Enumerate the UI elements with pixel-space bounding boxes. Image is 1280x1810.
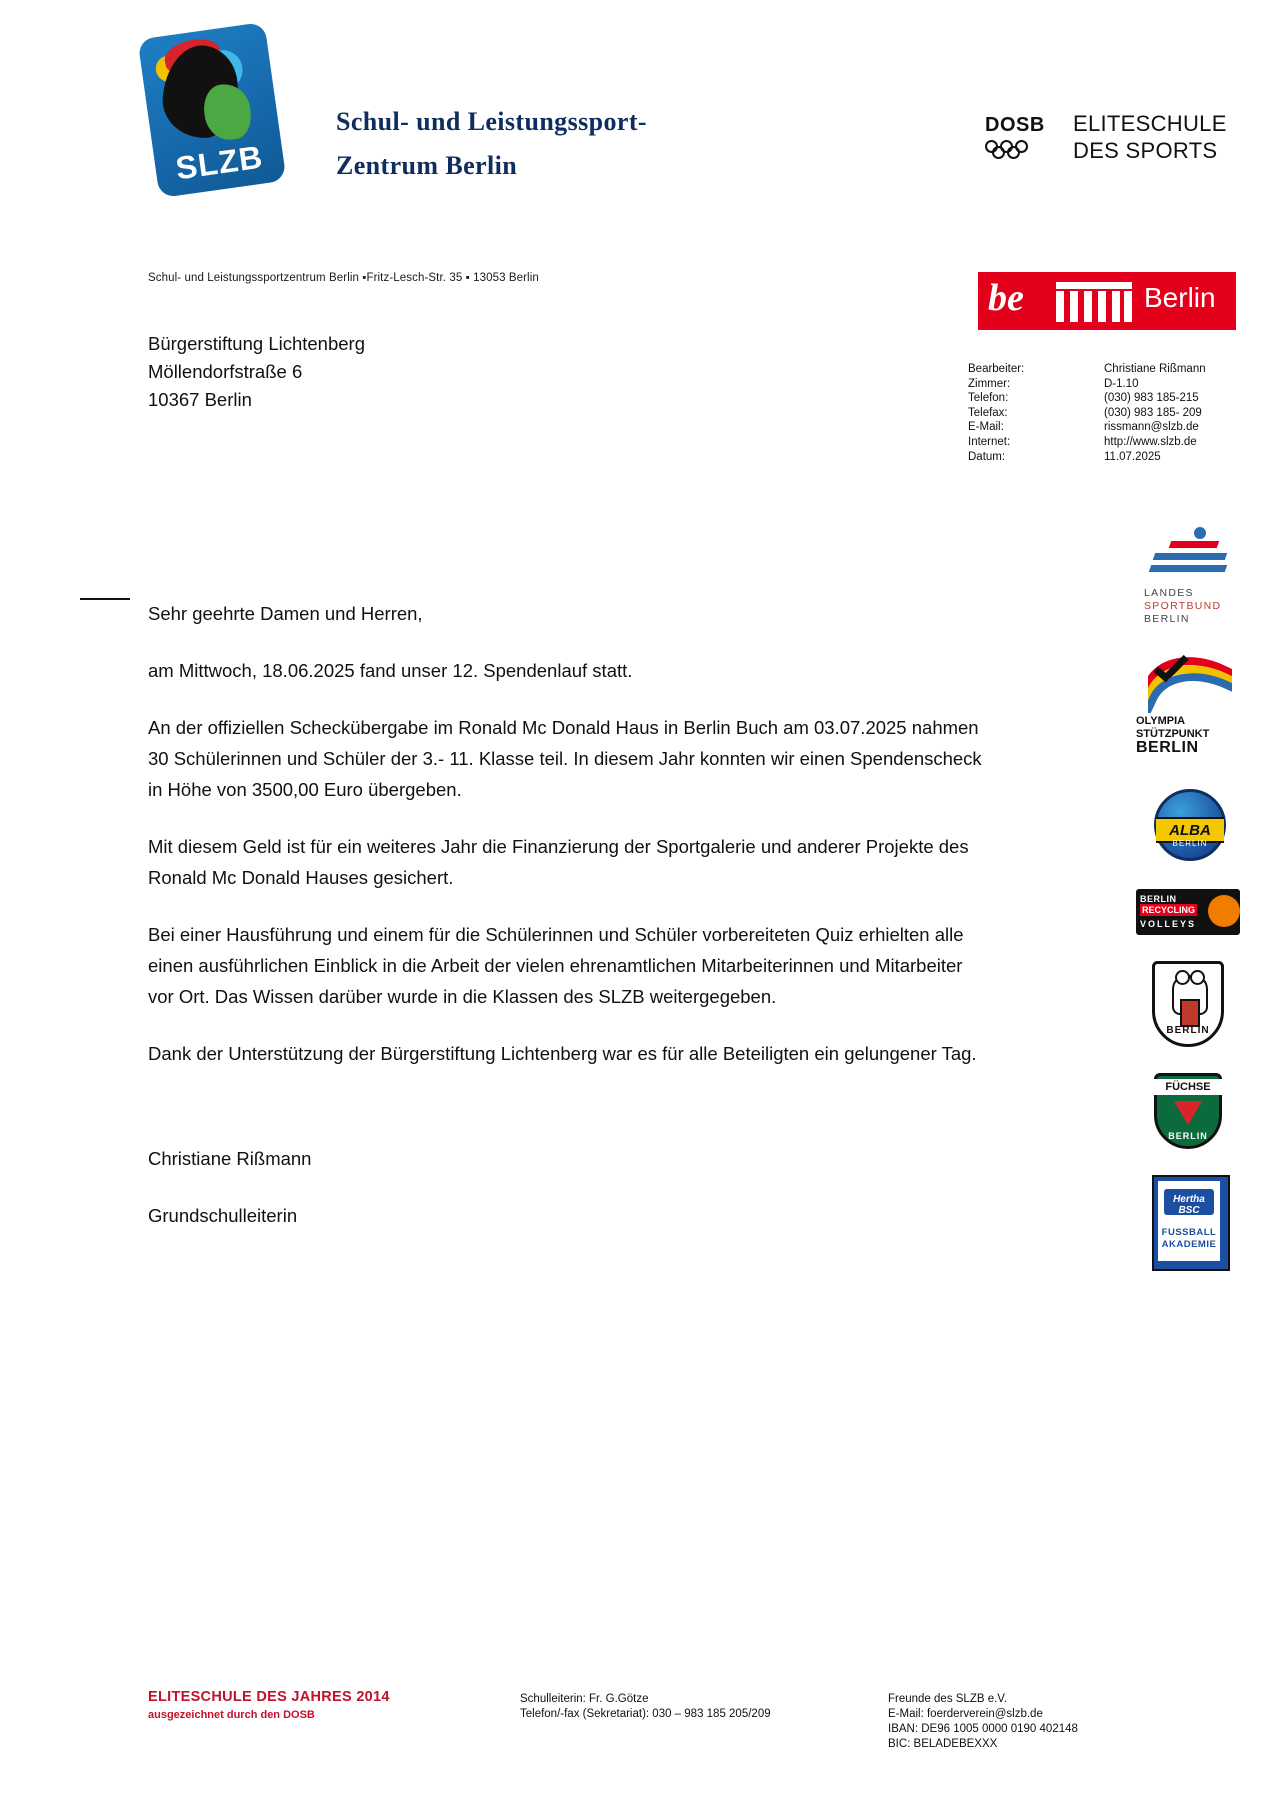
alba-berlin-logo [1130, 787, 1246, 873]
dosb-eliteschule-logo [985, 110, 1225, 170]
hertha-flag-text: Hertha BSC [1173, 1194, 1205, 1216]
contact-row [968, 362, 1206, 377]
osp-arcs-icon [1148, 651, 1232, 713]
fuechse-name: FÜCHSE [1154, 1079, 1222, 1095]
signature-role: Grundschulleiterin [148, 1205, 298, 1226]
osp-line1: OLYMPIA [1136, 715, 1186, 727]
osp-label [1136, 715, 1240, 754]
volleyball-icon [1208, 895, 1240, 927]
contact-value: D-1.10 [1104, 377, 1139, 390]
recipient-city: 10367 Berlin [148, 389, 252, 410]
contact-row [968, 377, 1206, 392]
contact-key: Datum: [968, 450, 1006, 463]
eisbaeren-berlin-logo [1130, 961, 1246, 1057]
dosb-eliteschule-text [1073, 110, 1227, 164]
eisbaeren-label: BERLIN [1166, 1025, 1210, 1036]
contact-value-date: 11.07.2025 [1104, 450, 1161, 463]
hertha-flag-icon [1164, 1189, 1214, 1215]
organisation-title-line1: Schul- und Leistungssport- [336, 107, 647, 136]
contact-row [968, 420, 1206, 435]
olympic-rings-icon [985, 140, 1059, 158]
letter-paragraph-4: Bei einer Hausführung und einem für die Schülerinnen und Schüler vorbereiteten Quiz erhielten alle einen ausführlichen Einblick in die Arbeit der vielen ehrenamtlichen Mitarbeiterinnen und Mitarbeiter vor Ort. Das Wissen darüber wurde in die Klassen des SLZB weitergegeben. [148, 924, 964, 1007]
contact-row [968, 450, 1206, 465]
sponsor-logo-column [1130, 525, 1250, 1289]
contact-key: Telefon: [968, 392, 1009, 405]
lsb-label [1144, 587, 1221, 626]
footer-award-subtitle: ausgezeichnet durch den DOSB [148, 1709, 315, 1721]
contact-row [968, 435, 1206, 450]
alba-city: BERLIN [1172, 839, 1208, 848]
lsb-mark-icon [1148, 527, 1232, 583]
volleys-line1: BERLIN [1140, 894, 1177, 904]
contact-key: E-Mail: [968, 421, 1004, 434]
osp-line2: STÜTZPUNKT [1136, 728, 1210, 740]
olympiastuetzpunkt-berlin-logo [1130, 651, 1246, 771]
dosb-eliteschule-line2: DES SPORTS [1073, 138, 1218, 163]
contact-key: Internet: [968, 435, 1011, 448]
footer-office-phone: Telefon/-fax (Sekretariat): 030 – 983 185 205/209 [520, 1708, 771, 1720]
contact-value: (030) 983 185- 209 [1104, 406, 1202, 419]
footer-headmistress: Schulleiterin: Fr. G.Götze [520, 1693, 649, 1705]
contact-row [968, 406, 1206, 421]
contact-value-website: http://www.slzb.de [1104, 435, 1197, 448]
fuechse-berlin-logo [1130, 1073, 1246, 1159]
contact-row [968, 391, 1206, 406]
hertha-line2: AKADEMIE [1161, 1239, 1217, 1250]
hertha-bsc-fussballakademie-logo [1130, 1175, 1246, 1273]
eisbaeren-torso [1180, 999, 1200, 1027]
footer-award-block [148, 1690, 390, 1723]
volleys-line2: RECYCLING [1142, 905, 1196, 915]
footer-award-title: ELITESCHULE DES JAHRES 2014 [148, 1689, 390, 1705]
contact-value: Christiane Rißmann [1104, 363, 1206, 375]
recipient-address [148, 330, 365, 414]
dosb-mark [985, 114, 1063, 164]
footer-association-contact [888, 1692, 1078, 1752]
be-berlin-logo [978, 272, 1236, 330]
organisation-title [336, 100, 856, 188]
lsb-line2: SPORTBUND [1144, 600, 1222, 612]
lsb-line1: LANDES [1144, 587, 1194, 599]
be-berlin-berlin-text: Berlin [1144, 282, 1216, 313]
hertha-line1: FUSSBALL [1161, 1227, 1217, 1238]
letter-salutation: Sehr geehrte Damen und Herren, [148, 603, 423, 624]
signature-name: Christiane Rißmann [148, 1148, 312, 1169]
slzb-logo [148, 30, 288, 198]
be-berlin-be-text: be [988, 277, 1024, 319]
osp-line3: BERLIN [1136, 739, 1199, 756]
brandenburg-gate-icon [1056, 282, 1132, 322]
dosb-wordmark: DOSB [985, 114, 1045, 136]
footer-association-email: E-Mail: foerderverein@slzb.de [888, 1708, 1043, 1720]
slzb-logo-wordmark: SLZB [173, 138, 266, 187]
contact-key: Zimmer: [968, 377, 1011, 390]
letter-paragraph-1: am Mittwoch, 18.06.2025 fand unser 12. Spendenlauf statt. [148, 660, 633, 681]
contact-key: Telefax: [968, 406, 1008, 419]
letter-body [148, 598, 983, 1257]
lsb-line3: BERLIN [1144, 613, 1190, 625]
sender-return-line: Schul- und Leistungssportzentrum Berlin ▪Fritz-Lesch-Str. 35 ▪ 13053 Berlin [148, 272, 539, 284]
alba-name: ALBA [1156, 817, 1224, 843]
contact-info-block [968, 362, 1206, 464]
landessportbund-berlin-logo [1130, 525, 1246, 635]
contact-value: (030) 983 185-215 [1104, 392, 1199, 405]
fold-mark [80, 598, 130, 600]
recipient-street: Möllendorfstraße 6 [148, 361, 303, 382]
contact-value-email: rissmann@slzb.de [1104, 421, 1199, 434]
dosb-eliteschule-line1: ELITESCHULE [1073, 111, 1227, 136]
letter-paragraph-5: Dank der Unterstützung der Bürgerstiftung Lichtenberg war es für alle Beteiligten ein gelungener Tag. [148, 1043, 977, 1064]
letter-signature [148, 1143, 983, 1231]
footer-association-name: Freunde des SLZB e.V. [888, 1693, 1008, 1705]
berlin-recycling-volleys-logo [1130, 889, 1246, 945]
footer-association-bic: BIC: BELADEBEXXX [888, 1738, 998, 1750]
recipient-name: Bürgerstiftung Lichtenberg [148, 333, 365, 354]
footer-association-iban: IBAN: DE96 1005 0000 0190 402148 [888, 1723, 1078, 1735]
slzb-logo-plate [137, 22, 286, 198]
letter-paragraph-2: An der offiziellen Scheckübergabe im Ronald Mc Donald Haus in Berlin Buch am 03.07.2025 nahmen 30 Schülerinnen und Schüler der 3.- 11. Klasse teil. In diesem Jahr konnten wir einen Spendenscheck in Höhe von 3500,00 Euro übergeben. [148, 717, 982, 800]
letter-paragraph-3: Mit diesem Geld ist für ein weiteres Jahr die Finanzierung der Sportgalerie und anderer Projekte des Ronald Mc Donald Hauses gesichert. [148, 836, 969, 888]
osp-check-icon [1154, 659, 1188, 689]
contact-key: Bearbeiter: [968, 363, 1025, 375]
fuechse-city: BERLIN [1168, 1131, 1208, 1141]
volleys-line3: VOLLEYS [1140, 919, 1197, 929]
organisation-title-line2: Zentrum Berlin [336, 151, 518, 180]
footer-school-contact [520, 1692, 771, 1722]
